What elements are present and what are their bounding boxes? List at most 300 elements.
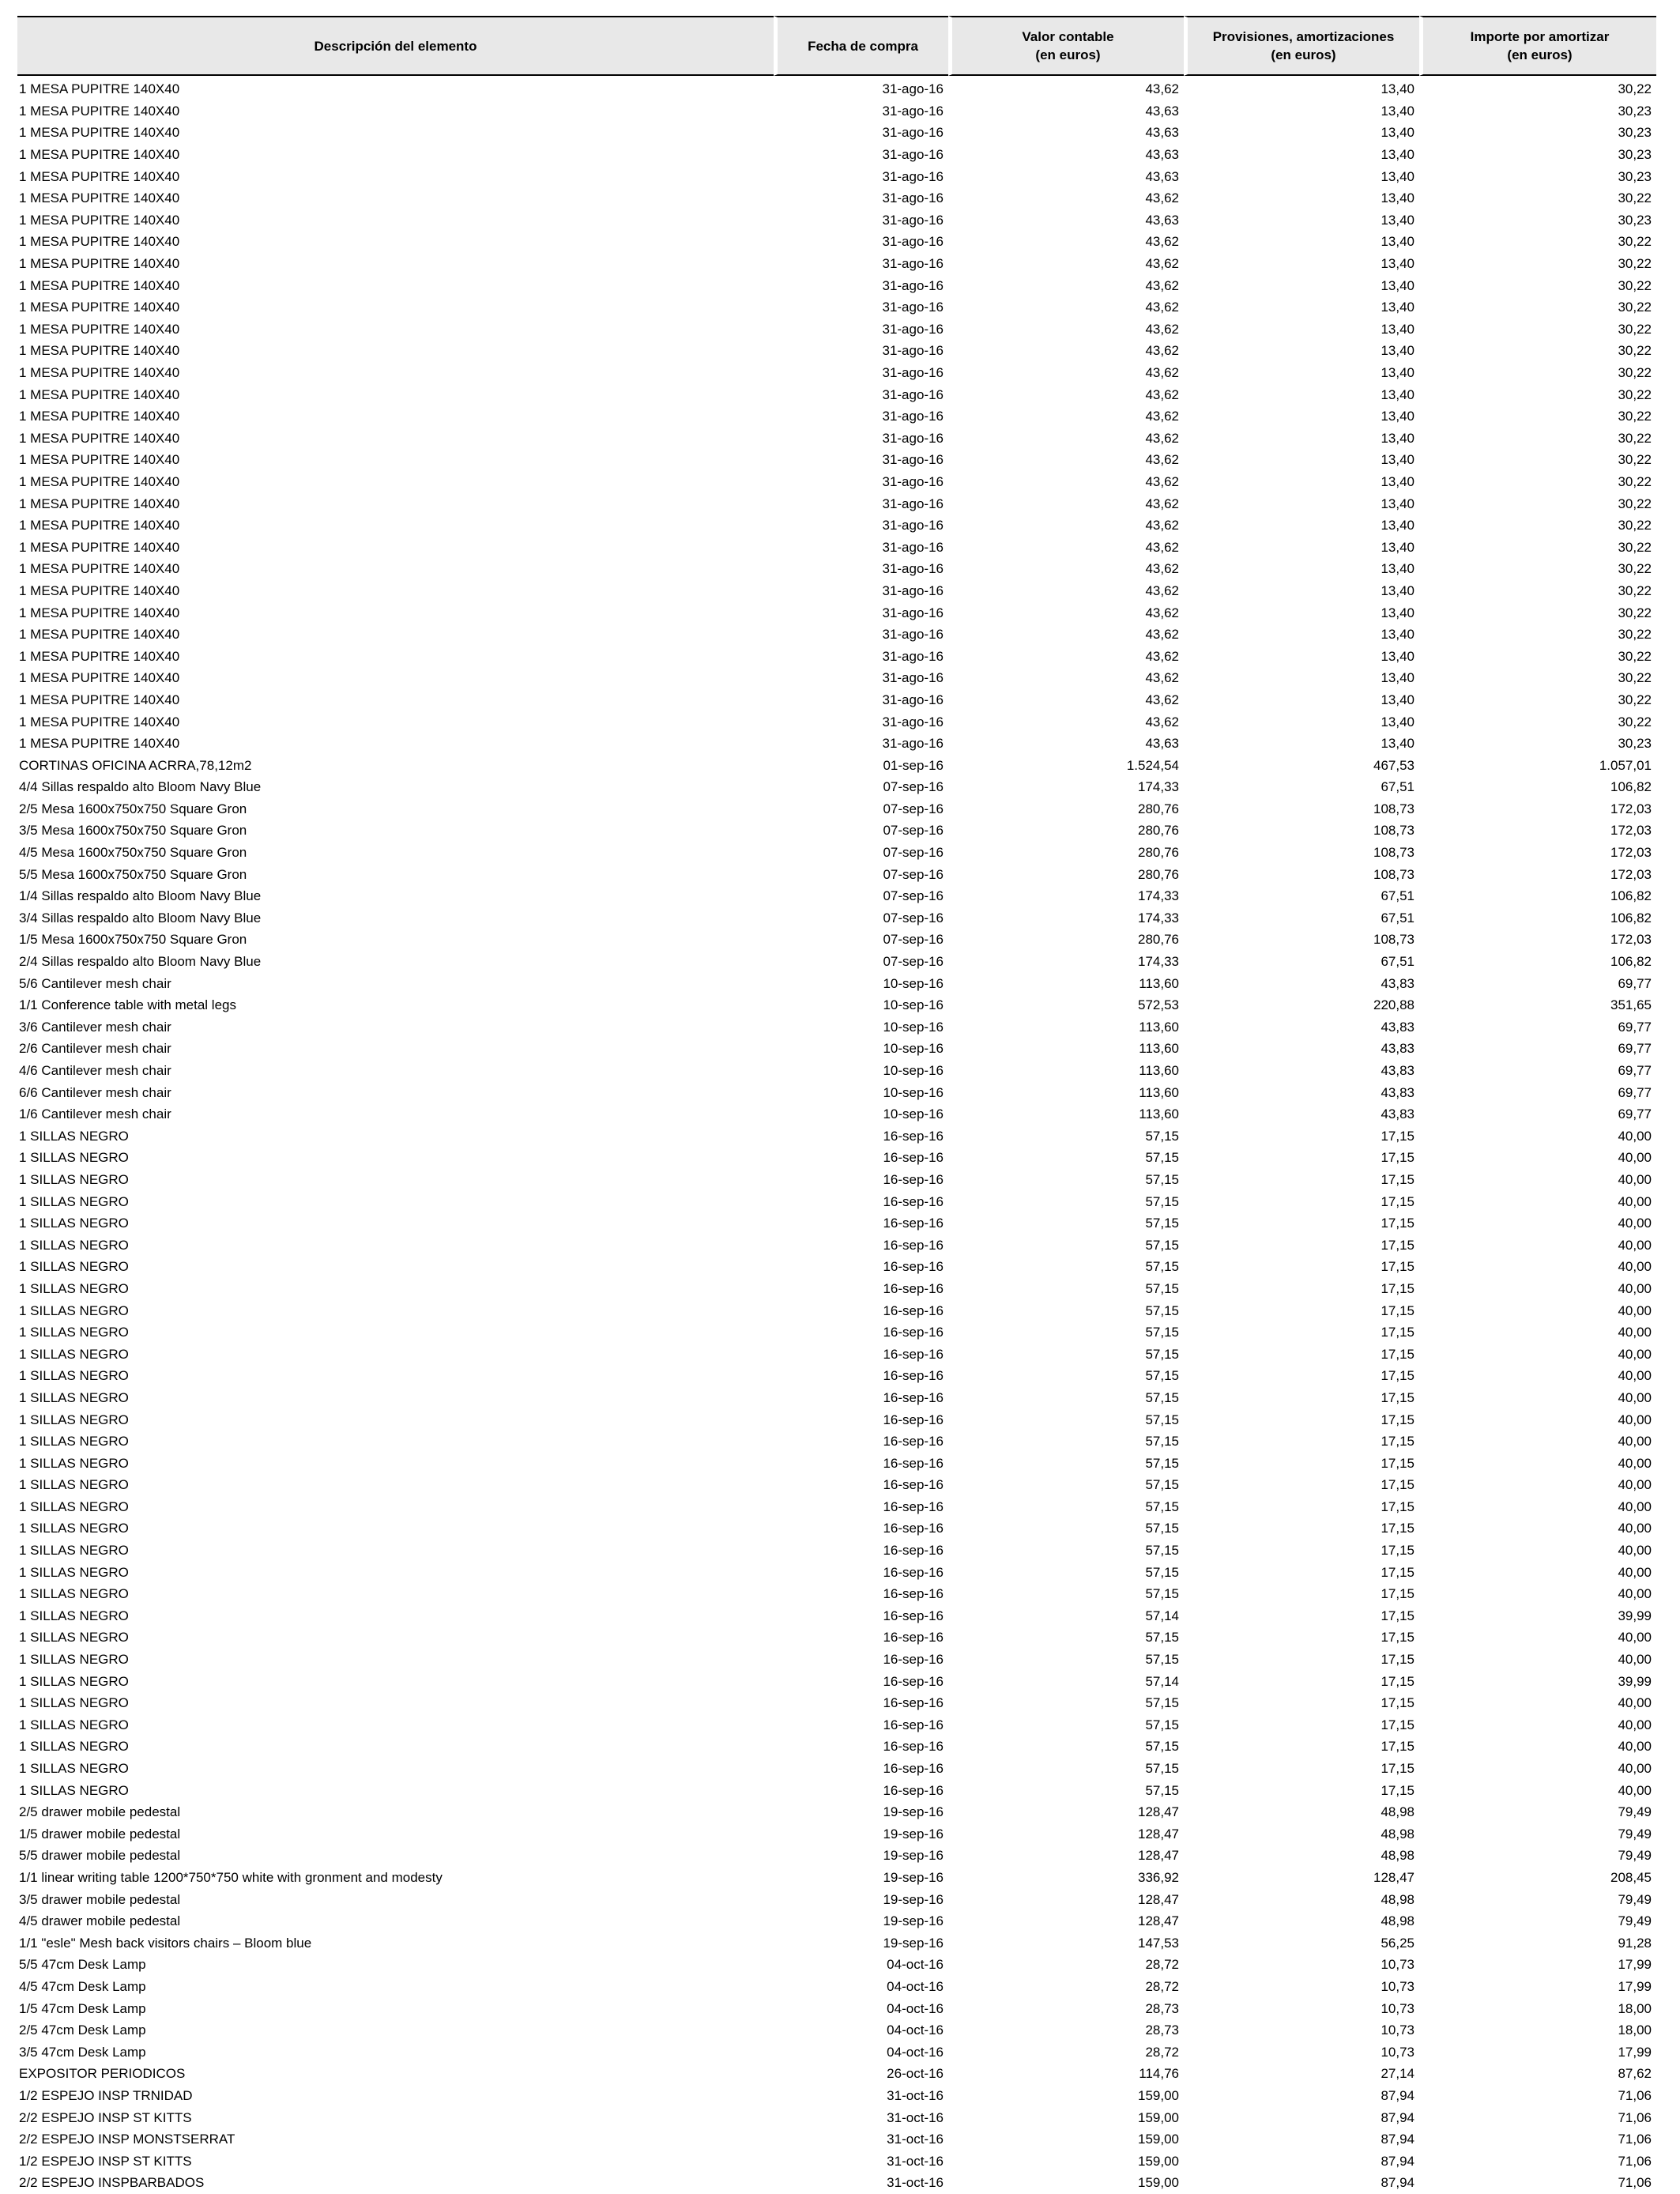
table-row bbox=[17, 1649, 1656, 1671]
cell-fecha: 16-sep-16 bbox=[883, 1521, 944, 1536]
cell-valor-contable: 174,33 bbox=[1138, 910, 1179, 925]
cell-importe: 40,00 bbox=[1618, 1280, 1652, 1296]
cell-fecha: 31-ago-16 bbox=[882, 452, 944, 468]
cell-descripcion: 1 SILLAS NEGRO bbox=[19, 1216, 129, 1231]
cell-importe: 40,00 bbox=[1618, 1259, 1652, 1275]
cell-fecha: 31-ago-16 bbox=[882, 386, 944, 402]
cell-valor-contable: 43,62 bbox=[1145, 692, 1179, 707]
table-row bbox=[17, 274, 1656, 296]
cell-valor-contable: 280,76 bbox=[1138, 801, 1179, 816]
header-provisiones: Provisiones, amortizaciones (en euros) bbox=[1184, 16, 1419, 76]
cell-provisiones: 87,94 bbox=[1381, 2153, 1414, 2169]
cell-importe: 40,00 bbox=[1618, 1739, 1652, 1755]
cell-fecha: 04-oct-16 bbox=[887, 1957, 944, 1973]
table-row bbox=[17, 1060, 1656, 1082]
table-row bbox=[17, 776, 1656, 798]
cell-descripcion: 1 SILLAS NEGRO bbox=[19, 1608, 129, 1623]
cell-fecha: 10-sep-16 bbox=[883, 1106, 944, 1122]
cell-provisiones: 17,15 bbox=[1381, 1521, 1414, 1536]
cell-fecha: 07-sep-16 bbox=[883, 910, 944, 925]
cell-valor-contable: 57,15 bbox=[1145, 1302, 1179, 1318]
cell-descripcion: 4/5 Mesa 1600x750x750 Square Gron bbox=[19, 845, 247, 861]
cell-descripcion: 1/5 drawer mobile pedestal bbox=[19, 1826, 181, 1842]
cell-importe: 91,28 bbox=[1618, 1935, 1652, 1951]
header-importe: Importe por amortizar (en euros) bbox=[1419, 16, 1656, 76]
cell-fecha: 16-sep-16 bbox=[883, 1477, 944, 1493]
table-row bbox=[17, 1910, 1656, 1932]
cell-descripcion: 5/6 Cantilever mesh chair bbox=[19, 975, 171, 991]
cell-provisiones: 48,98 bbox=[1381, 1891, 1414, 1907]
cell-importe: 40,00 bbox=[1618, 1150, 1652, 1166]
cell-descripcion: CORTINAS OFICINA ACRRA,78,12m2 bbox=[19, 757, 252, 773]
table-row bbox=[17, 798, 1656, 820]
cell-importe: 40,00 bbox=[1618, 1237, 1652, 1253]
cell-descripcion: 1 SILLAS NEGRO bbox=[19, 1455, 129, 1471]
cell-provisiones: 10,73 bbox=[1381, 2022, 1414, 2038]
cell-valor-contable: 57,15 bbox=[1145, 1717, 1179, 1732]
cell-importe: 30,22 bbox=[1618, 386, 1652, 402]
cell-importe: 30,22 bbox=[1618, 714, 1652, 729]
cell-valor-contable: 43,62 bbox=[1145, 256, 1179, 272]
cell-provisiones: 13,40 bbox=[1381, 103, 1414, 119]
cell-descripcion: 1 MESA PUPITRE 140X40 bbox=[19, 736, 180, 752]
cell-descripcion: 2/5 drawer mobile pedestal bbox=[19, 1804, 181, 1820]
cell-valor-contable: 57,15 bbox=[1145, 1216, 1179, 1231]
cell-provisiones: 13,40 bbox=[1381, 582, 1414, 598]
cell-importe: 40,00 bbox=[1618, 1543, 1652, 1559]
cell-importe: 69,77 bbox=[1618, 1106, 1652, 1122]
cell-provisiones: 220,88 bbox=[1373, 997, 1414, 1013]
cell-descripcion: 3/6 Cantilever mesh chair bbox=[19, 1019, 171, 1035]
cell-provisiones: 17,15 bbox=[1381, 1259, 1414, 1275]
cell-fecha: 07-sep-16 bbox=[883, 888, 944, 904]
cell-fecha: 16-sep-16 bbox=[883, 1150, 944, 1166]
cell-valor-contable: 43,62 bbox=[1145, 627, 1179, 643]
cell-descripcion: 1/5 Mesa 1600x750x750 Square Gron bbox=[19, 932, 247, 948]
cell-valor-contable: 43,62 bbox=[1145, 321, 1179, 337]
cell-fecha: 19-sep-16 bbox=[883, 1826, 944, 1842]
table-row bbox=[17, 754, 1656, 776]
cell-fecha: 31-ago-16 bbox=[882, 582, 944, 598]
cell-descripcion: 1 MESA PUPITRE 140X40 bbox=[19, 277, 180, 293]
table-row bbox=[17, 428, 1656, 450]
table-row bbox=[17, 1343, 1656, 1365]
cell-descripcion: 1 MESA PUPITRE 140X40 bbox=[19, 190, 180, 206]
cell-valor-contable: 43,63 bbox=[1145, 147, 1179, 163]
table-row bbox=[17, 405, 1656, 428]
cell-provisiones: 17,15 bbox=[1381, 1193, 1414, 1209]
cell-provisiones: 13,40 bbox=[1381, 670, 1414, 686]
cell-provisiones: 43,83 bbox=[1381, 1084, 1414, 1100]
table-row bbox=[17, 1496, 1656, 1518]
table-row bbox=[17, 1976, 1656, 1998]
table-row bbox=[17, 863, 1656, 885]
cell-descripcion: 1 MESA PUPITRE 140X40 bbox=[19, 452, 180, 468]
table-row bbox=[17, 1452, 1656, 1474]
cell-descripcion: 1/1 Conference table with metal legs bbox=[19, 997, 236, 1013]
cell-valor-contable: 43,62 bbox=[1145, 473, 1179, 489]
cell-valor-contable: 43,63 bbox=[1145, 125, 1179, 141]
table-row bbox=[17, 1190, 1656, 1212]
cell-descripcion: 3/5 47cm Desk Lamp bbox=[19, 2044, 146, 2060]
table-row bbox=[17, 449, 1656, 471]
cell-importe: 30,22 bbox=[1618, 277, 1652, 293]
cell-fecha: 31-oct-16 bbox=[887, 2087, 944, 2103]
cell-fecha: 16-sep-16 bbox=[883, 1739, 944, 1755]
cell-importe: 17,99 bbox=[1618, 2044, 1652, 2060]
cell-importe: 30,22 bbox=[1618, 539, 1652, 555]
cell-provisiones: 56,25 bbox=[1381, 1935, 1414, 1951]
cell-provisiones: 67,51 bbox=[1381, 779, 1414, 795]
cell-importe: 30,22 bbox=[1618, 648, 1652, 664]
cell-fecha: 31-oct-16 bbox=[887, 2153, 944, 2169]
cell-descripcion: 2/5 47cm Desk Lamp bbox=[19, 2022, 146, 2038]
cell-provisiones: 10,73 bbox=[1381, 1978, 1414, 1994]
cell-descripcion: 1/2 ESPEJO INSP ST KITTS bbox=[19, 2153, 192, 2169]
cell-valor-contable: 113,60 bbox=[1139, 1063, 1179, 1079]
table-row bbox=[17, 1431, 1656, 1453]
cell-fecha: 16-sep-16 bbox=[883, 1498, 944, 1514]
cell-valor-contable: 128,47 bbox=[1138, 1848, 1179, 1864]
cell-fecha: 07-sep-16 bbox=[883, 954, 944, 970]
cell-provisiones: 13,40 bbox=[1381, 714, 1414, 729]
cell-provisiones: 27,14 bbox=[1381, 2066, 1414, 2082]
cell-descripcion: 1 SILLAS NEGRO bbox=[19, 1477, 129, 1493]
table-row bbox=[17, 711, 1656, 733]
table-row bbox=[17, 340, 1656, 362]
cell-provisiones: 17,15 bbox=[1381, 1782, 1414, 1798]
cell-fecha: 16-sep-16 bbox=[883, 1695, 944, 1711]
cell-fecha: 31-ago-16 bbox=[882, 300, 944, 315]
cell-provisiones: 17,15 bbox=[1381, 1216, 1414, 1231]
cell-provisiones: 17,15 bbox=[1381, 1434, 1414, 1449]
table-row bbox=[17, 1888, 1656, 1910]
cell-fecha: 01-sep-16 bbox=[883, 757, 944, 773]
cell-descripcion: 1 MESA PUPITRE 140X40 bbox=[19, 81, 180, 97]
cell-fecha: 16-sep-16 bbox=[883, 1412, 944, 1427]
cell-valor-contable: 57,15 bbox=[1145, 1325, 1179, 1340]
cell-importe: 30,22 bbox=[1618, 234, 1652, 250]
cell-provisiones: 43,83 bbox=[1381, 1019, 1414, 1035]
cell-importe: 39,99 bbox=[1618, 1608, 1652, 1623]
cell-fecha: 16-sep-16 bbox=[883, 1630, 944, 1646]
cell-descripcion: 1 SILLAS NEGRO bbox=[19, 1717, 129, 1732]
cell-fecha: 07-sep-16 bbox=[883, 823, 944, 839]
cell-descripcion: 3/4 Sillas respaldo alto Bloom Navy Blue bbox=[19, 910, 262, 925]
cell-provisiones: 17,15 bbox=[1381, 1237, 1414, 1253]
cell-descripcion: 1 SILLAS NEGRO bbox=[19, 1128, 129, 1144]
cell-provisiones: 17,15 bbox=[1381, 1652, 1414, 1668]
cell-valor-contable: 147,53 bbox=[1138, 1935, 1179, 1951]
table-row bbox=[17, 1845, 1656, 1867]
cell-importe: 18,00 bbox=[1618, 2022, 1652, 2038]
cell-importe: 30,22 bbox=[1618, 300, 1652, 315]
cell-fecha: 16-sep-16 bbox=[883, 1302, 944, 1318]
cell-descripcion: 1 MESA PUPITRE 140X40 bbox=[19, 605, 180, 620]
table-row bbox=[17, 122, 1656, 144]
cell-provisiones: 67,51 bbox=[1381, 954, 1414, 970]
cell-provisiones: 43,83 bbox=[1381, 975, 1414, 991]
cell-importe: 40,00 bbox=[1618, 1128, 1652, 1144]
cell-provisiones: 17,15 bbox=[1381, 1761, 1414, 1777]
cell-descripcion: 1 MESA PUPITRE 140X40 bbox=[19, 256, 180, 272]
cell-importe: 30,23 bbox=[1618, 147, 1652, 163]
cell-valor-contable: 280,76 bbox=[1138, 845, 1179, 861]
table-row bbox=[17, 1692, 1656, 1714]
cell-provisiones: 17,15 bbox=[1381, 1412, 1414, 1427]
cell-valor-contable: 174,33 bbox=[1138, 954, 1179, 970]
cell-valor-contable: 43,62 bbox=[1145, 386, 1179, 402]
table-row bbox=[17, 1408, 1656, 1431]
cell-valor-contable: 43,62 bbox=[1145, 518, 1179, 533]
cell-descripcion: 1 SILLAS NEGRO bbox=[19, 1564, 129, 1580]
table-row bbox=[17, 733, 1656, 755]
table-row bbox=[17, 187, 1656, 209]
cell-fecha: 16-sep-16 bbox=[883, 1673, 944, 1689]
cell-importe: 40,00 bbox=[1618, 1368, 1652, 1384]
cell-fecha: 07-sep-16 bbox=[883, 932, 944, 948]
cell-descripcion: 5/5 Mesa 1600x750x750 Square Gron bbox=[19, 866, 247, 882]
cell-importe: 30,22 bbox=[1618, 430, 1652, 446]
cell-fecha: 31-ago-16 bbox=[882, 168, 944, 184]
cell-descripcion: 3/5 Mesa 1600x750x750 Square Gron bbox=[19, 823, 247, 839]
cell-provisiones: 43,83 bbox=[1381, 1041, 1414, 1057]
cell-fecha: 07-sep-16 bbox=[883, 866, 944, 882]
cell-provisiones: 17,15 bbox=[1381, 1389, 1414, 1405]
cell-valor-contable: 28,72 bbox=[1145, 1978, 1179, 1994]
cell-valor-contable: 174,33 bbox=[1138, 888, 1179, 904]
cell-fecha: 16-sep-16 bbox=[883, 1325, 944, 1340]
cell-fecha: 31-ago-16 bbox=[882, 648, 944, 664]
cell-valor-contable: 57,15 bbox=[1145, 1477, 1179, 1493]
cell-provisiones: 17,15 bbox=[1381, 1302, 1414, 1318]
cell-fecha: 10-sep-16 bbox=[883, 1063, 944, 1079]
cell-valor-contable: 43,62 bbox=[1145, 234, 1179, 250]
cell-fecha: 31-ago-16 bbox=[882, 190, 944, 206]
cell-valor-contable: 113,60 bbox=[1139, 975, 1179, 991]
cell-importe: 40,00 bbox=[1618, 1171, 1652, 1187]
cell-valor-contable: 43,62 bbox=[1145, 648, 1179, 664]
cell-fecha: 16-sep-16 bbox=[883, 1652, 944, 1668]
table-row bbox=[17, 1081, 1656, 1103]
table-row bbox=[17, 1627, 1656, 1649]
cell-importe: 40,00 bbox=[1618, 1782, 1652, 1798]
cell-valor-contable: 43,62 bbox=[1145, 561, 1179, 577]
cell-importe: 87,62 bbox=[1618, 2066, 1652, 2082]
cell-valor-contable: 43,63 bbox=[1145, 212, 1179, 228]
cell-valor-contable: 28,72 bbox=[1145, 1957, 1179, 1973]
cell-provisiones: 43,83 bbox=[1381, 1106, 1414, 1122]
cell-valor-contable: 57,15 bbox=[1145, 1412, 1179, 1427]
cell-provisiones: 13,40 bbox=[1381, 365, 1414, 381]
cell-valor-contable: 57,15 bbox=[1145, 1346, 1179, 1362]
cell-valor-contable: 43,62 bbox=[1145, 277, 1179, 293]
cell-valor-contable: 113,60 bbox=[1139, 1084, 1179, 1100]
cell-fecha: 31-oct-16 bbox=[887, 2109, 944, 2125]
cell-descripcion: 1/4 Sillas respaldo alto Bloom Navy Blue bbox=[19, 888, 262, 904]
cell-valor-contable: 336,92 bbox=[1138, 1869, 1179, 1885]
cell-descripcion: 1 MESA PUPITRE 140X40 bbox=[19, 125, 180, 141]
cell-fecha: 16-sep-16 bbox=[883, 1259, 944, 1275]
table-row bbox=[17, 1256, 1656, 1278]
table-row bbox=[17, 667, 1656, 689]
cell-provisiones: 108,73 bbox=[1373, 801, 1414, 816]
cell-descripcion: 1 SILLAS NEGRO bbox=[19, 1368, 129, 1384]
cell-valor-contable: 43,62 bbox=[1145, 343, 1179, 359]
table-row bbox=[17, 76, 1656, 100]
cell-importe: 351,65 bbox=[1610, 997, 1652, 1013]
cell-descripcion: 5/5 47cm Desk Lamp bbox=[19, 1957, 146, 1973]
table-row bbox=[17, 1212, 1656, 1235]
cell-descripcion: 1 MESA PUPITRE 140X40 bbox=[19, 343, 180, 359]
cell-importe: 18,00 bbox=[1618, 2000, 1652, 2016]
cell-valor-contable: 159,00 bbox=[1138, 2175, 1179, 2191]
table-row bbox=[17, 624, 1656, 646]
cell-provisiones: 108,73 bbox=[1373, 932, 1414, 948]
cell-provisiones: 13,40 bbox=[1381, 692, 1414, 707]
table-row bbox=[17, 2150, 1656, 2172]
cell-descripcion: 1 MESA PUPITRE 140X40 bbox=[19, 300, 180, 315]
table-row bbox=[17, 100, 1656, 123]
cell-importe: 79,49 bbox=[1618, 1913, 1652, 1929]
table-row bbox=[17, 1365, 1656, 1387]
cell-fecha: 19-sep-16 bbox=[883, 1869, 944, 1885]
cell-descripcion: 1 SILLAS NEGRO bbox=[19, 1673, 129, 1689]
cell-importe: 40,00 bbox=[1618, 1302, 1652, 1318]
cell-descripcion: 1 SILLAS NEGRO bbox=[19, 1630, 129, 1646]
cell-importe: 30,22 bbox=[1618, 473, 1652, 489]
cell-provisiones: 17,15 bbox=[1381, 1608, 1414, 1623]
table-row bbox=[17, 2085, 1656, 2107]
cell-descripcion: 4/4 Sillas respaldo alto Bloom Navy Blue bbox=[19, 779, 262, 795]
cell-descripcion: 1 SILLAS NEGRO bbox=[19, 1434, 129, 1449]
cell-valor-contable: 159,00 bbox=[1138, 2087, 1179, 2103]
table-row bbox=[17, 1779, 1656, 1801]
header-valor-contable: Valor contable (en euros) bbox=[948, 16, 1184, 76]
cell-provisiones: 17,15 bbox=[1381, 1586, 1414, 1602]
cell-importe: 39,99 bbox=[1618, 1673, 1652, 1689]
table-row bbox=[17, 580, 1656, 602]
cell-descripcion: 1/2 ESPEJO INSP TRNIDAD bbox=[19, 2087, 193, 2103]
cell-valor-contable: 280,76 bbox=[1138, 823, 1179, 839]
cell-descripcion: 1 MESA PUPITRE 140X40 bbox=[19, 582, 180, 598]
cell-provisiones: 13,40 bbox=[1381, 386, 1414, 402]
table-row bbox=[17, 1561, 1656, 1583]
cell-provisiones: 17,15 bbox=[1381, 1150, 1414, 1166]
cell-importe: 40,00 bbox=[1618, 1346, 1652, 1362]
cell-valor-contable: 43,62 bbox=[1145, 452, 1179, 468]
cell-provisiones: 13,40 bbox=[1381, 212, 1414, 228]
cell-provisiones: 13,40 bbox=[1381, 277, 1414, 293]
cell-importe: 30,22 bbox=[1618, 582, 1652, 598]
cell-provisiones: 128,47 bbox=[1373, 1869, 1414, 1885]
cell-provisiones: 13,40 bbox=[1381, 473, 1414, 489]
table-row bbox=[17, 1125, 1656, 1148]
cell-importe: 30,22 bbox=[1618, 409, 1652, 424]
cell-importe: 172,03 bbox=[1610, 845, 1652, 861]
cell-descripcion: 1 MESA PUPITRE 140X40 bbox=[19, 518, 180, 533]
cell-importe: 30,22 bbox=[1618, 496, 1652, 511]
cell-valor-contable: 57,15 bbox=[1145, 1280, 1179, 1296]
cell-valor-contable: 128,47 bbox=[1138, 1826, 1179, 1842]
cell-valor-contable: 57,15 bbox=[1145, 1782, 1179, 1798]
table-row bbox=[17, 536, 1656, 558]
cell-fecha: 31-ago-16 bbox=[882, 234, 944, 250]
table-row bbox=[17, 1583, 1656, 1605]
table-body bbox=[17, 76, 1656, 2194]
cell-importe: 40,00 bbox=[1618, 1564, 1652, 1580]
cell-provisiones: 13,40 bbox=[1381, 627, 1414, 643]
cell-valor-contable: 128,47 bbox=[1138, 1913, 1179, 1929]
cell-importe: 30,23 bbox=[1618, 736, 1652, 752]
cell-provisiones: 17,15 bbox=[1381, 1673, 1414, 1689]
cell-importe: 30,23 bbox=[1618, 168, 1652, 184]
cell-importe: 30,22 bbox=[1618, 670, 1652, 686]
cell-descripcion: 1 MESA PUPITRE 140X40 bbox=[19, 670, 180, 686]
table-row bbox=[17, 1954, 1656, 1976]
cell-importe: 79,49 bbox=[1618, 1826, 1652, 1842]
cell-importe: 40,00 bbox=[1618, 1412, 1652, 1427]
cell-descripcion: 1 SILLAS NEGRO bbox=[19, 1193, 129, 1209]
table-row bbox=[17, 362, 1656, 384]
cell-importe: 30,22 bbox=[1618, 627, 1652, 643]
cell-provisiones: 87,94 bbox=[1381, 2132, 1414, 2147]
cell-fecha: 31-ago-16 bbox=[882, 518, 944, 533]
table-row bbox=[17, 1714, 1656, 1736]
cell-valor-contable: 57,15 bbox=[1145, 1150, 1179, 1166]
cell-importe: 1.057,01 bbox=[1599, 757, 1652, 773]
cell-provisiones: 17,15 bbox=[1381, 1346, 1414, 1362]
cell-provisiones: 10,73 bbox=[1381, 1957, 1414, 1973]
cell-importe: 30,22 bbox=[1618, 605, 1652, 620]
cell-provisiones: 48,98 bbox=[1381, 1804, 1414, 1820]
cell-fecha: 16-sep-16 bbox=[883, 1434, 944, 1449]
cell-valor-contable: 57,14 bbox=[1145, 1673, 1179, 1689]
cell-fecha: 04-oct-16 bbox=[887, 2000, 944, 2016]
cell-valor-contable: 57,15 bbox=[1145, 1630, 1179, 1646]
cell-descripcion: 1 SILLAS NEGRO bbox=[19, 1346, 129, 1362]
cell-provisiones: 13,40 bbox=[1381, 234, 1414, 250]
cell-valor-contable: 1.524,54 bbox=[1126, 757, 1179, 773]
cell-valor-contable: 43,62 bbox=[1145, 605, 1179, 620]
cell-valor-contable: 280,76 bbox=[1138, 932, 1179, 948]
cell-descripcion: EXPOSITOR PERIODICOS bbox=[19, 2066, 186, 2082]
cell-provisiones: 87,94 bbox=[1381, 2175, 1414, 2191]
cell-descripcion: 1 SILLAS NEGRO bbox=[19, 1652, 129, 1668]
cell-importe: 69,77 bbox=[1618, 1041, 1652, 1057]
table-row bbox=[17, 1299, 1656, 1321]
cell-valor-contable: 128,47 bbox=[1138, 1804, 1179, 1820]
cell-descripcion: 1 SILLAS NEGRO bbox=[19, 1389, 129, 1405]
cell-importe: 40,00 bbox=[1618, 1455, 1652, 1471]
cell-fecha: 16-sep-16 bbox=[883, 1717, 944, 1732]
cell-importe: 40,00 bbox=[1618, 1477, 1652, 1493]
cell-fecha: 16-sep-16 bbox=[883, 1564, 944, 1580]
cell-provisiones: 87,94 bbox=[1381, 2109, 1414, 2125]
cell-valor-contable: 43,62 bbox=[1145, 300, 1179, 315]
table-row bbox=[17, 383, 1656, 405]
cell-provisiones: 17,15 bbox=[1381, 1368, 1414, 1384]
header-row bbox=[17, 16, 1656, 76]
table-row bbox=[17, 1321, 1656, 1344]
cell-provisiones: 10,73 bbox=[1381, 2044, 1414, 2060]
cell-fecha: 31-ago-16 bbox=[882, 561, 944, 577]
cell-fecha: 31-oct-16 bbox=[887, 2132, 944, 2147]
cell-importe: 17,99 bbox=[1618, 1957, 1652, 1973]
header-descripcion: Descripción del elemento bbox=[17, 16, 774, 76]
cell-provisiones: 17,15 bbox=[1381, 1171, 1414, 1187]
cell-fecha: 16-sep-16 bbox=[883, 1586, 944, 1602]
